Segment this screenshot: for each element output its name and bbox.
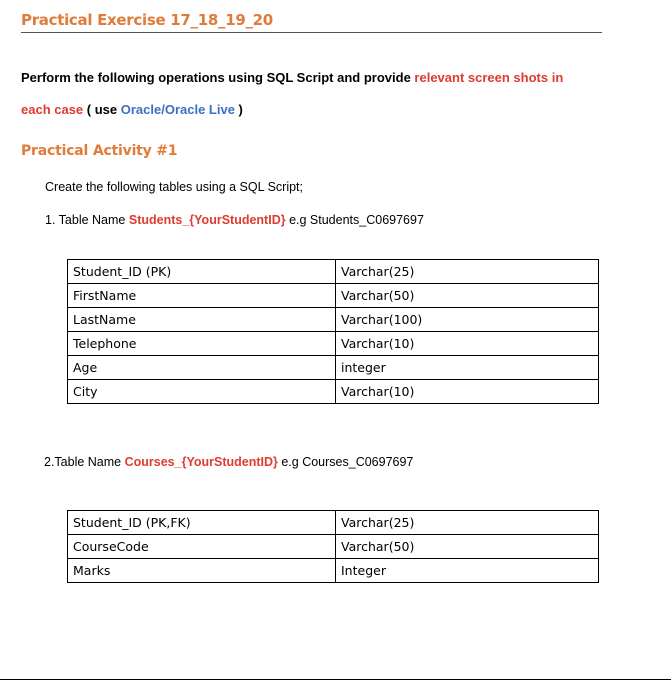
page-bottom-border <box>0 679 671 680</box>
field-name: Telephone <box>68 332 336 356</box>
field-type: Varchar(100) <box>336 308 599 332</box>
intro-highlight-2: each case <box>21 102 84 117</box>
oracle-link-text: Oracle/Oracle Live <box>120 102 235 117</box>
field-type: Varchar(10) <box>336 380 599 404</box>
title-divider <box>21 32 602 33</box>
table1-example: e.g Students_C0697697 <box>285 213 424 227</box>
table2-example: e.g Courses_C0697697 <box>277 455 414 469</box>
courses-table <box>67 510 599 583</box>
table-row <box>68 308 599 332</box>
table1-caption <box>45 213 424 227</box>
students-table <box>67 259 599 404</box>
field-type: Varchar(25) <box>336 260 599 284</box>
field-type: Varchar(50) <box>336 535 599 559</box>
page-title: Practical Exercise 17_18_19_20 <box>21 11 273 29</box>
field-type: Varchar(50) <box>336 284 599 308</box>
table-row <box>68 260 599 284</box>
field-name: Age <box>68 356 336 380</box>
table-row <box>68 380 599 404</box>
field-type: Varchar(25) <box>336 511 599 535</box>
intro-line-2 <box>21 102 243 117</box>
field-type: Integer <box>336 559 599 583</box>
intro-paren-open: ( use <box>83 102 121 117</box>
table1-prefix: 1. Table Name <box>45 213 129 227</box>
intro-text: Perform the following operations using SQL Script and provide <box>21 70 415 85</box>
field-name: City <box>68 380 336 404</box>
activity-heading: Practical Activity #1 <box>21 143 178 159</box>
intro-highlight: relevant screen shots in <box>414 70 564 85</box>
table2-prefix: 2.Table Name <box>44 455 125 469</box>
field-name: CourseCode <box>68 535 336 559</box>
table-row <box>68 559 599 583</box>
field-type: Varchar(10) <box>336 332 599 356</box>
field-type: integer <box>336 356 599 380</box>
field-name: LastName <box>68 308 336 332</box>
field-name: Marks <box>68 559 336 583</box>
activity-instruction: Create the following tables using a SQL Script; <box>45 180 304 194</box>
intro-line-1 <box>21 70 563 85</box>
table-row <box>68 332 599 356</box>
field-name: Student_ID (PK) <box>68 260 336 284</box>
table2-name: Courses_{YourStudentID} <box>124 455 278 469</box>
table-row <box>68 511 599 535</box>
table2-caption <box>44 455 413 469</box>
table-row <box>68 356 599 380</box>
intro-paren-close: ) <box>234 102 243 117</box>
field-name: FirstName <box>68 284 336 308</box>
table1-name: Students_{YourStudentID} <box>128 213 286 227</box>
table-row <box>68 535 599 559</box>
field-name: Student_ID (PK,FK) <box>68 511 336 535</box>
table-row <box>68 284 599 308</box>
